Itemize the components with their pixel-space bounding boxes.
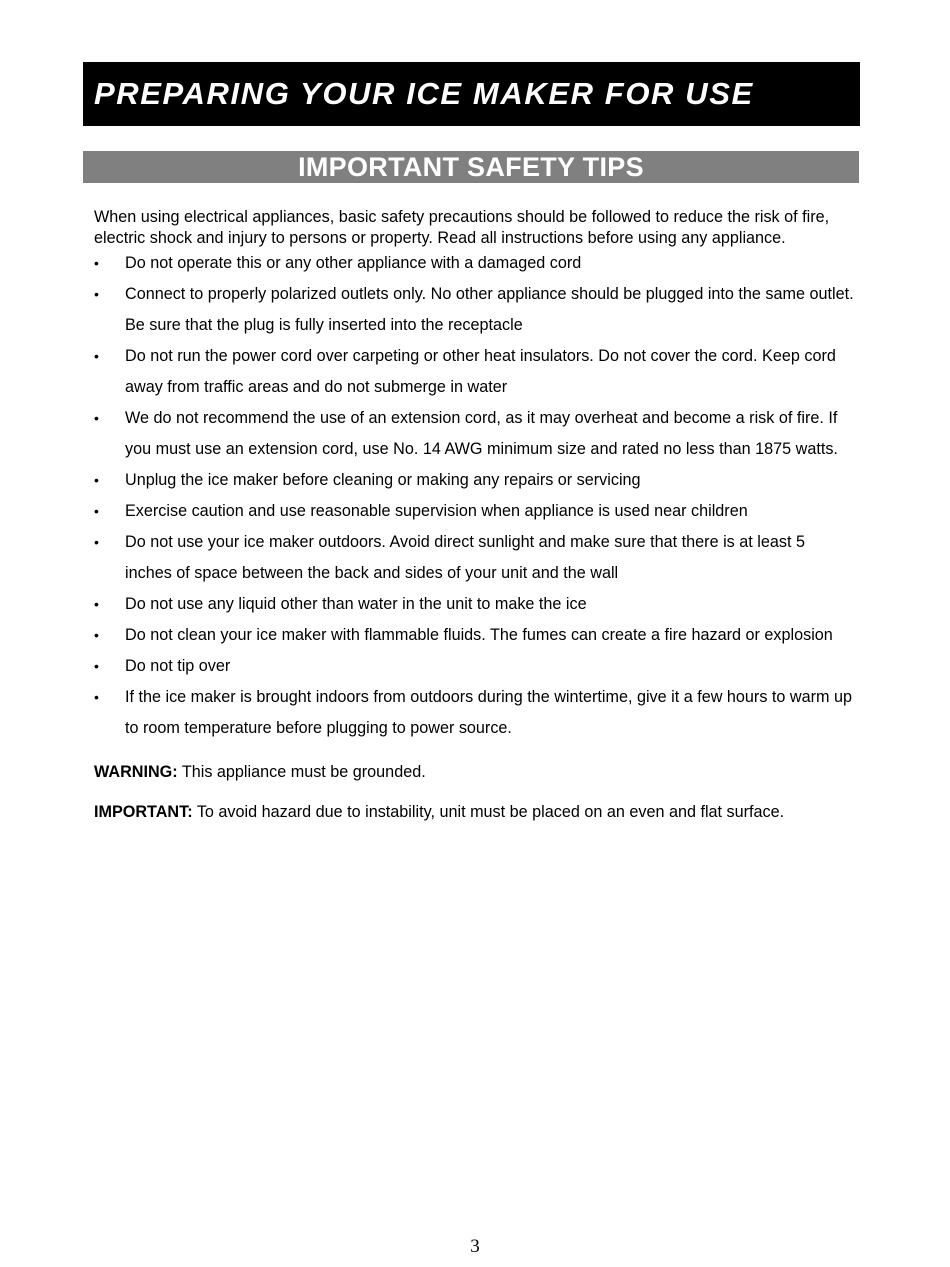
list-item-text: Do not operate this or any other appliance with a damaged cord [125, 254, 582, 272]
list-item-text: Do not run the power cord over carpeting or other heat insulators. Do not cover the cord. Keep cord away from traffic areas and do not submerge in water [125, 347, 836, 396]
bullet-icon: • [94, 410, 99, 426]
bullet-icon: • [94, 286, 99, 302]
list-item-text: Do not tip over [125, 657, 231, 675]
list-item [94, 341, 854, 403]
list-item-text: We do not recommend the use of an extension cord, as it may overheat and become a risk of fire. If you must use an extension cord, use No. 14 AWG minimum size and rated no less than 1875 watts. [125, 409, 838, 458]
section-heading-bar [83, 151, 859, 183]
important-label: IMPORTANT: [94, 803, 193, 821]
bullet-icon: • [94, 255, 99, 271]
list-item-text: If the ice maker is brought indoors from outdoors during the wintertime, give it a few hours to warm up to room temperature before plugging to power source. [125, 688, 852, 737]
list-item [94, 589, 854, 620]
bullet-icon: • [94, 627, 99, 643]
list-item [94, 248, 854, 279]
list-item [94, 620, 854, 651]
list-item-text: Exercise caution and use reasonable supervision when appliance is used near children [125, 502, 748, 520]
list-item [94, 527, 854, 589]
list-item-text: Do not use any liquid other than water in the unit to make the ice [125, 595, 587, 613]
bullet-icon: • [94, 658, 99, 674]
page-title: PREPARING YOUR ICE MAKER FOR USE [94, 76, 754, 111]
bullet-icon: • [94, 534, 99, 550]
warning-label: WARNING: [94, 763, 178, 781]
warning-text: This appliance must be grounded. [177, 763, 426, 781]
list-item [94, 465, 854, 496]
bullet-icon: • [94, 689, 99, 705]
list-item-text: Connect to properly polarized outlets only. No other appliance should be plugged into the same outlet. Be sure that the plug is fully inserted into the receptacle [125, 285, 854, 334]
list-item [94, 651, 854, 682]
list-item [94, 496, 854, 527]
safety-content [94, 207, 854, 823]
list-item [94, 279, 854, 341]
bullet-icon: • [94, 596, 99, 612]
list-item [94, 682, 854, 744]
important-note [94, 801, 854, 823]
safety-tips-list [94, 248, 854, 744]
warning-note [94, 761, 854, 783]
important-text: To avoid hazard due to instability, unit must be placed on an even and flat surface. [192, 803, 785, 821]
intro-paragraph: When using electrical appliances, basic safety precautions should be followed to reduce the risk of fire, electric shock and injury to persons or property. Read all instructions before using any appliance. [94, 208, 830, 247]
list-item-text: Unplug the ice maker before cleaning or making any repairs or servicing [125, 471, 641, 489]
bullet-icon: • [94, 348, 99, 364]
list-item-text: Do not use your ice maker outdoors. Avoid direct sunlight and make sure that there is at least 5 inches of space between the back and sides of your unit and the wall [125, 533, 805, 582]
list-item-text: Do not clean your ice maker with flammable fluids. The fumes can create a fire hazard or explosion [125, 626, 833, 644]
page-header [83, 62, 860, 126]
bullet-icon: • [94, 503, 99, 519]
bullet-icon: • [94, 472, 99, 488]
section-title: IMPORTANT SAFETY TIPS [298, 151, 644, 182]
page-number: 3 [470, 1236, 480, 1257]
list-item [94, 403, 854, 465]
